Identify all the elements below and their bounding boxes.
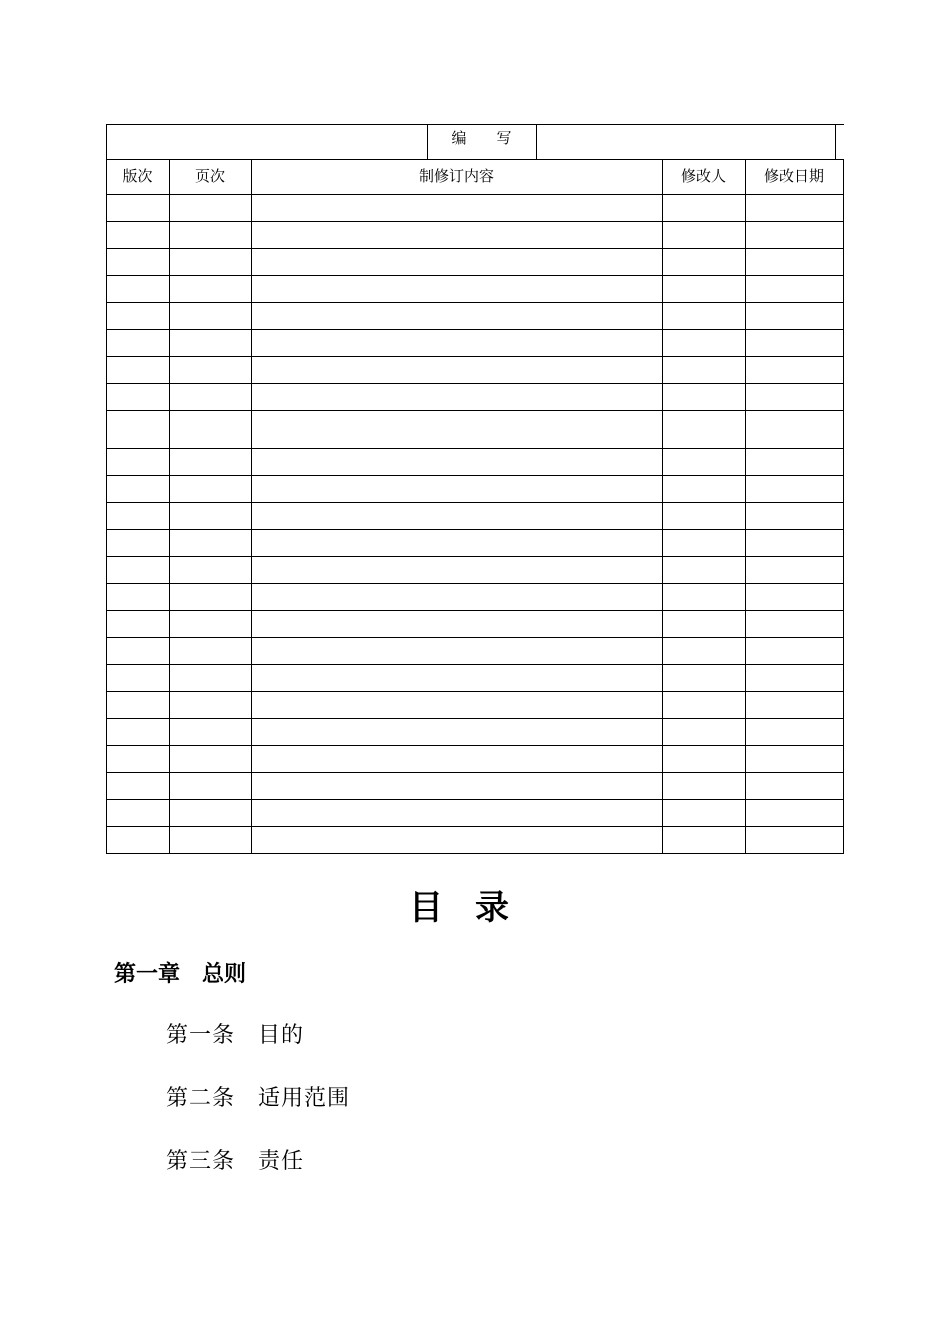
table-cell[interactable] [252, 222, 662, 248]
table-cell[interactable] [746, 449, 843, 475]
table-cell[interactable] [746, 827, 843, 853]
table-cell[interactable] [746, 411, 843, 448]
table-cell[interactable] [252, 800, 662, 826]
table-cell[interactable] [170, 800, 251, 826]
table-cell[interactable] [170, 503, 251, 529]
table-cell[interactable] [107, 827, 169, 853]
toc-article[interactable]: 第一条 目的 [166, 1023, 305, 1048]
table-cell[interactable] [170, 357, 251, 383]
table-cell[interactable] [746, 692, 843, 718]
table-cell[interactable] [107, 330, 169, 356]
table-cell[interactable] [170, 249, 251, 275]
table-cell[interactable] [252, 746, 662, 772]
table-cell[interactable] [663, 611, 745, 637]
table-cell[interactable] [663, 719, 745, 745]
table-cell[interactable] [746, 557, 843, 583]
table-cell[interactable] [663, 530, 745, 556]
table-cell[interactable] [170, 276, 251, 302]
table-cell[interactable] [252, 330, 662, 356]
table-cell[interactable] [107, 638, 169, 664]
table-cell[interactable] [170, 449, 251, 475]
table-cell[interactable] [170, 611, 251, 637]
table-cell[interactable] [170, 330, 251, 356]
table-cell[interactable] [663, 638, 745, 664]
table-cell[interactable] [170, 719, 251, 745]
table-cell[interactable] [252, 719, 662, 745]
table-cell[interactable] [663, 384, 745, 410]
table-cell[interactable] [252, 611, 662, 637]
toc-article[interactable]: 第二条 适用范围 [166, 1086, 351, 1111]
table-cell[interactable] [663, 692, 745, 718]
table-column-header: 版次 [122, 167, 153, 185]
table-cell[interactable] [107, 692, 169, 718]
table-cell[interactable] [170, 476, 251, 502]
table-cell[interactable] [746, 222, 843, 248]
table-cell[interactable] [170, 530, 251, 556]
table-cell[interactable] [252, 384, 662, 410]
table-cell[interactable] [252, 665, 662, 691]
table-cell[interactable] [170, 411, 251, 448]
table-cell[interactable] [170, 303, 251, 329]
table-cell[interactable] [252, 449, 662, 475]
table-cell[interactable] [170, 746, 251, 772]
table-cell[interactable] [107, 276, 169, 302]
table-cell[interactable] [107, 449, 169, 475]
table-cell[interactable] [663, 449, 745, 475]
table-cell[interactable] [252, 638, 662, 664]
table-cell[interactable] [746, 503, 843, 529]
table-column-header: 修改人 [680, 167, 726, 185]
table-cell[interactable] [663, 746, 745, 772]
table-cell[interactable] [170, 584, 251, 610]
table-cell[interactable] [252, 303, 662, 329]
table-cell[interactable] [170, 222, 251, 248]
table-cell[interactable] [746, 530, 843, 556]
table-cell[interactable] [107, 746, 169, 772]
table-cell[interactable] [252, 357, 662, 383]
table-cell[interactable] [663, 503, 745, 529]
table-cell[interactable] [746, 384, 843, 410]
table-column-header: 修改日期 [763, 167, 824, 185]
table-cell[interactable] [663, 303, 745, 329]
table-cell[interactable] [170, 384, 251, 410]
table-cell[interactable] [746, 584, 843, 610]
table-cell[interactable] [252, 249, 662, 275]
table-cell[interactable] [663, 411, 745, 448]
table-cell[interactable] [170, 557, 251, 583]
table-cell[interactable] [746, 476, 843, 502]
table-cell[interactable] [746, 773, 843, 799]
toc-title: 目录 [409, 888, 541, 928]
table-cell[interactable] [663, 827, 745, 853]
table-cell[interactable] [107, 557, 169, 583]
table-cell[interactable] [107, 249, 169, 275]
table-cell[interactable] [663, 476, 745, 502]
table-cell[interactable] [252, 411, 662, 448]
table-cell[interactable] [252, 773, 662, 799]
table-cell[interactable] [746, 330, 843, 356]
table-cell[interactable] [252, 584, 662, 610]
table-column-header: 制修订内容 [418, 167, 494, 185]
table-cell[interactable] [663, 195, 745, 221]
table-cell[interactable] [252, 692, 662, 718]
table-cell[interactable] [107, 584, 169, 610]
table-cell[interactable] [107, 719, 169, 745]
table-column-divider [843, 159, 844, 854]
table-cell[interactable] [107, 611, 169, 637]
compile-label: 编 写 [451, 129, 512, 147]
table-cell[interactable] [746, 357, 843, 383]
table-cell[interactable] [107, 411, 169, 448]
table-cell[interactable] [107, 384, 169, 410]
table-cell[interactable] [107, 530, 169, 556]
table-cell[interactable] [107, 476, 169, 502]
table-cell[interactable] [170, 827, 251, 853]
table-cell[interactable] [252, 827, 662, 853]
table-cell[interactable] [170, 195, 251, 221]
table-cell[interactable] [663, 330, 745, 356]
table-cell[interactable] [663, 800, 745, 826]
table-cell[interactable] [746, 195, 843, 221]
table-cell[interactable] [252, 530, 662, 556]
table-cell[interactable] [663, 665, 745, 691]
table-cell[interactable] [746, 249, 843, 275]
table-cell[interactable] [170, 692, 251, 718]
table-cell[interactable] [107, 665, 169, 691]
table-cell[interactable] [663, 773, 745, 799]
table-column-header: 页次 [194, 167, 225, 185]
table-cell[interactable] [663, 276, 745, 302]
table-cell[interactable] [107, 800, 169, 826]
table-cell[interactable] [107, 222, 169, 248]
table-cell[interactable] [107, 303, 169, 329]
table-cell[interactable] [107, 357, 169, 383]
toc-chapter[interactable]: 第一章 总则 [114, 961, 247, 987]
table-top-border [106, 159, 844, 160]
table-cell[interactable] [107, 503, 169, 529]
table-cell[interactable] [663, 557, 745, 583]
table-cell[interactable] [746, 611, 843, 637]
table-cell[interactable] [746, 665, 843, 691]
table-cell[interactable] [746, 638, 843, 664]
table-cell[interactable] [746, 719, 843, 745]
table-cell[interactable] [663, 357, 745, 383]
table-cell[interactable] [107, 773, 169, 799]
table-cell[interactable] [252, 503, 662, 529]
table-cell[interactable] [252, 557, 662, 583]
table-cell[interactable] [663, 249, 745, 275]
table-cell[interactable] [170, 638, 251, 664]
table-cell[interactable] [252, 276, 662, 302]
table-cell[interactable] [746, 276, 843, 302]
table-row-divider [106, 853, 844, 854]
table-cell[interactable] [746, 800, 843, 826]
table-cell[interactable] [252, 195, 662, 221]
table-cell[interactable] [107, 195, 169, 221]
table-cell[interactable] [170, 773, 251, 799]
table-cell[interactable] [746, 303, 843, 329]
table-cell[interactable] [663, 222, 745, 248]
table-cell[interactable] [746, 746, 843, 772]
table-cell[interactable] [663, 584, 745, 610]
table-cell[interactable] [170, 665, 251, 691]
toc-article[interactable]: 第三条 责任 [166, 1149, 305, 1174]
table-cell[interactable] [252, 476, 662, 502]
